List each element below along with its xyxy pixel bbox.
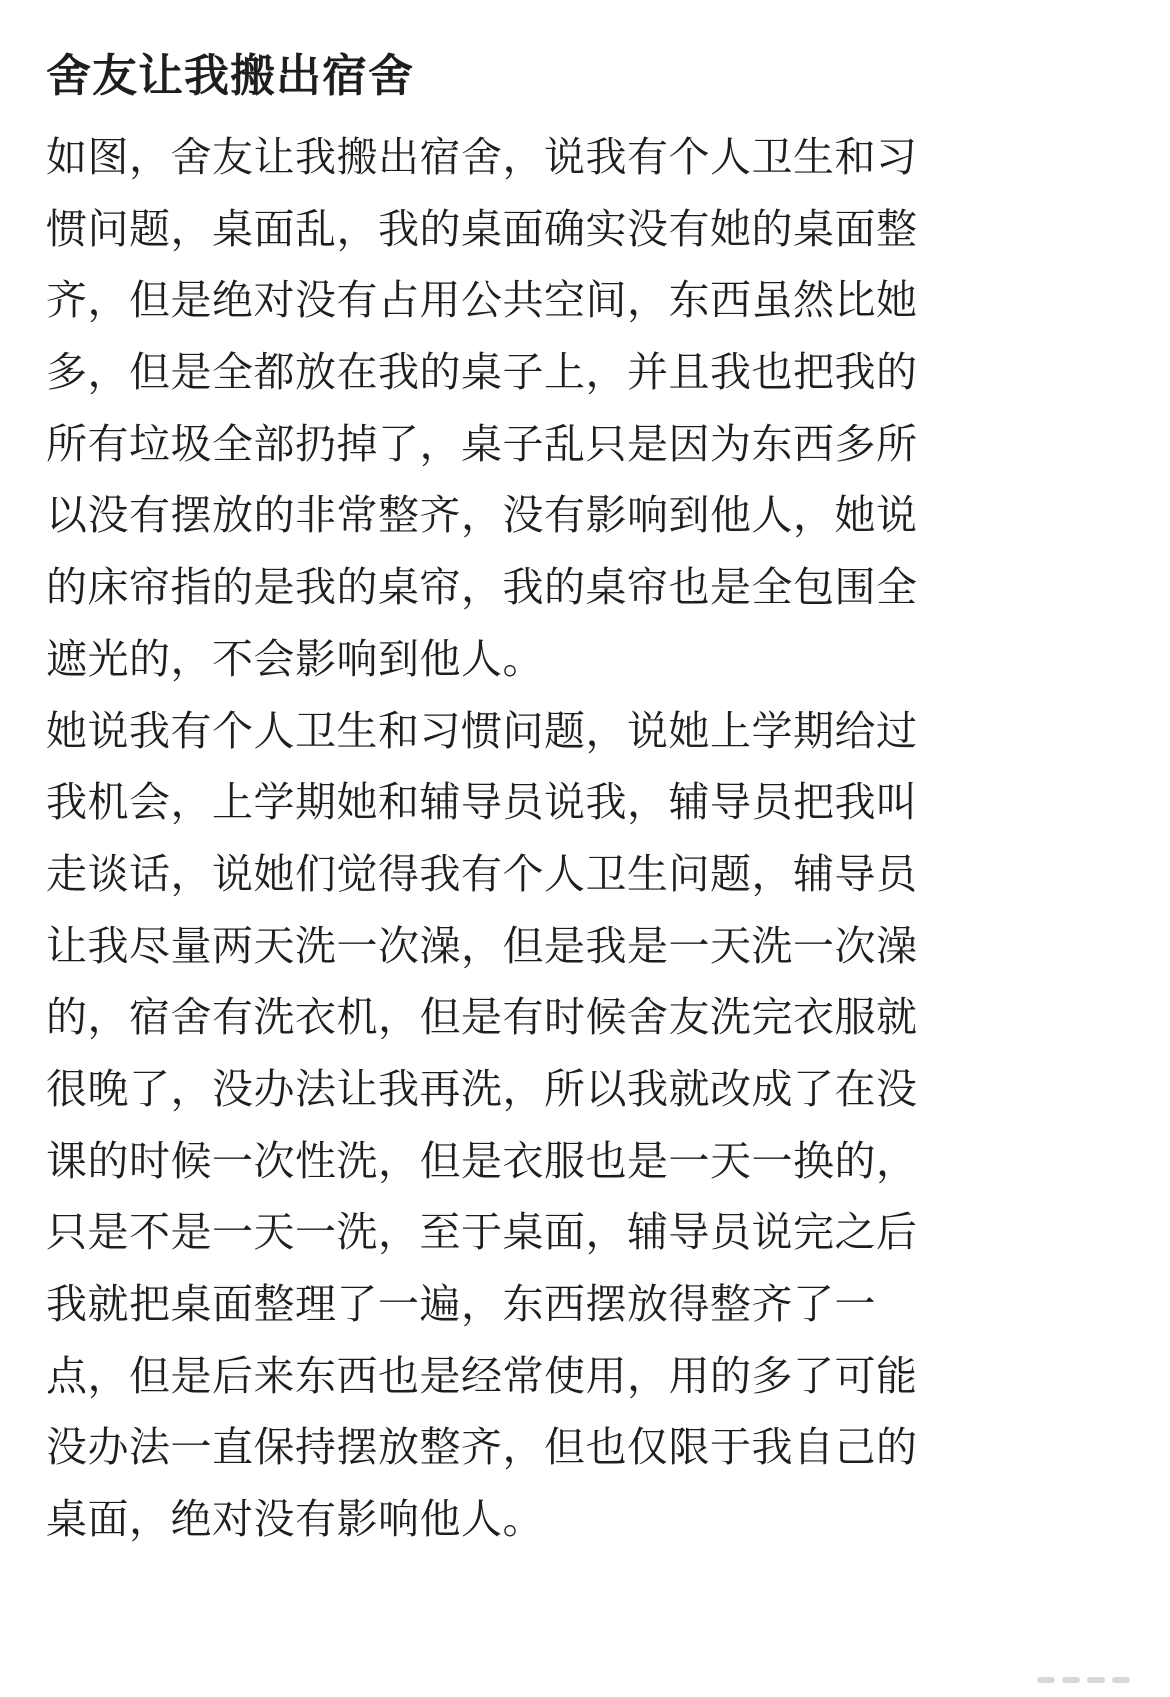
text-line: 惯问题，桌面乱，我的桌面确实没有她的桌面整 bbox=[46, 204, 918, 253]
text-line: 点，但是后来东西也是经常使用，用的多了可能 bbox=[46, 1351, 918, 1400]
post-title: 舍友让我搬出宿舍 bbox=[46, 49, 415, 102]
paragraph-1 bbox=[46, 122, 996, 696]
text-line: 我就把桌面整理了一遍，东西摆放得整齐了一 bbox=[46, 1280, 876, 1328]
text-line: 桌面，绝对没有影响他人。 bbox=[46, 1495, 544, 1544]
watermark-dot bbox=[1112, 1677, 1130, 1683]
text-line: 的床帘指的是我的桌帘，我的桌帘也是全包围全 bbox=[46, 563, 918, 612]
text-line: 走谈话，说她们觉得我有个人卫生问题，辅导员 bbox=[46, 849, 918, 898]
text-line: 很晚了，没办法让我再洗，所以我就改成了在没 bbox=[46, 1064, 918, 1113]
text-line: 让我尽量两天洗一次澡，但是我是一天洗一次澡 bbox=[46, 921, 918, 970]
text-line: 以没有摆放的非常整齐，没有影响到他人，她说 bbox=[46, 491, 918, 540]
text-line: 遮光的，不会影响到他人。 bbox=[46, 634, 544, 683]
watermark-dot bbox=[1062, 1677, 1080, 1683]
text-line: 多，但是全都放在我的桌子上，并且我也把我的 bbox=[46, 348, 918, 397]
text-line: 她说我有个人卫生和习惯问题，说她上学期给过 bbox=[46, 706, 918, 755]
text-line: 我机会，上学期她和辅导员说我，辅导员把我叫 bbox=[46, 778, 918, 827]
text-line: 课的时候一次性洗，但是衣服也是一天一换的， bbox=[46, 1136, 918, 1185]
text-line: 如图，舍友让我搬出宿舍，说我有个人卫生和习 bbox=[46, 133, 918, 181]
text-line: 齐，但是绝对没有占用公共空间，东西虽然比她 bbox=[46, 276, 918, 325]
paragraph-2 bbox=[46, 696, 996, 1556]
text-line: 的，宿舍有洗衣机，但是有时候舍友洗完衣服就 bbox=[46, 993, 918, 1042]
watermark-dot bbox=[1087, 1677, 1105, 1683]
text-line: 所有垃圾全部扔掉了，桌子乱只是因为东西多所 bbox=[46, 419, 918, 468]
dots-watermark-icon bbox=[1037, 1677, 1130, 1683]
text-line: 没办法一直保持摆放整齐，但也仅限于我自己的 bbox=[46, 1423, 918, 1472]
post-content bbox=[46, 40, 996, 1556]
text-line: 只是不是一天一洗，至于桌面，辅导员说完之后 bbox=[46, 1208, 918, 1257]
watermark-dot bbox=[1037, 1677, 1055, 1683]
